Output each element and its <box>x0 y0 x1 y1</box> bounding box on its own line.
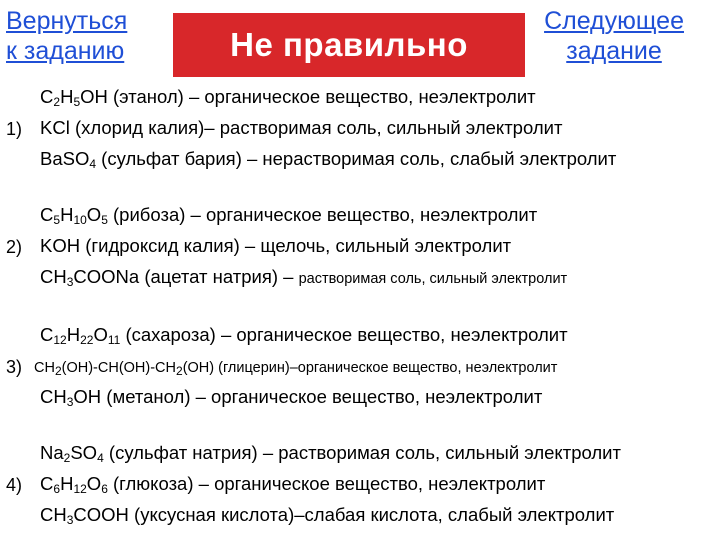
formula-description: (ацетат натрия) – <box>139 266 299 287</box>
answer-line <box>40 386 542 408</box>
next-link-line2: задание <box>566 37 662 65</box>
formula-description: (глицерин)–органическое вещество, неэлектролит <box>214 360 558 376</box>
verdict-banner: Не правильно <box>173 13 525 77</box>
answer-line <box>40 117 562 139</box>
next-link-line1: Следующее <box>544 7 684 35</box>
chemical-formula: $C_2H_5OH$ <box>40 86 108 109</box>
formula-description: (гидроксид калия) – щелочь, сильный электролит <box>80 235 512 256</box>
formula-description: (рибоза) – органическое вещество, неэлектролит <box>107 204 538 225</box>
chemical-formula: $CH_2(OH)-CH(OH)-CH_2(OH)$ <box>34 360 215 378</box>
chemical-formula: $C_6H_{12}O_6$ <box>40 473 108 496</box>
group-number: 2) <box>6 237 23 257</box>
formula-description: (этанол) – органическое вещество, неэлектролит <box>107 86 536 107</box>
formula-description: (уксусная кислота)–слабая кислота, слабый электролит <box>128 504 615 525</box>
answer-line <box>40 204 537 226</box>
chemical-formula: $CH_3OH$ <box>40 386 102 409</box>
answer-line <box>40 235 511 257</box>
chemical-formula: $CH_3COONa$ <box>40 266 140 289</box>
chemical-formula: $CH_3COOH$ <box>40 504 129 527</box>
chemical-formula: KOH <box>40 235 81 256</box>
back-link-line2: к заданию <box>6 37 125 65</box>
formula-description: (глюкоза) – органическое вещество, неэлектролит <box>107 473 546 494</box>
formula-description: (метанол) – органическое вещество, неэлектролит <box>101 386 543 407</box>
group-number: 3) <box>6 357 23 377</box>
answer-line <box>40 266 567 288</box>
answer-line <box>40 324 568 346</box>
group-number: 4) <box>6 475 23 495</box>
answer-line <box>40 442 621 464</box>
answer-line <box>40 473 545 495</box>
chemical-formula: KCl <box>40 117 70 138</box>
formula-description: (сахароза) – органическое вещество, неэлектролит <box>120 324 568 345</box>
group-number: 1) <box>6 119 23 139</box>
chemical-formula: $C_{12}H_{22}O_{11}$ <box>40 324 121 347</box>
formula-description: (сульфат бария) – нерастворимая соль, слабый электролит <box>96 148 617 169</box>
answer-line <box>40 504 614 526</box>
answer-line <box>40 86 536 108</box>
answer-line <box>40 148 616 170</box>
chemical-formula: $Na_2SO_4$ <box>40 442 104 465</box>
back-link-line1: Вернуться <box>6 7 128 35</box>
chemical-formula: BaSO$_4$ <box>40 148 97 171</box>
formula-description: (хлорид калия)– растворимая соль, сильный электролит <box>69 117 563 138</box>
answer-line <box>34 355 557 377</box>
formula-description-tail: растворимая соль, сильный электролит <box>298 271 568 287</box>
back-to-task-link[interactable] <box>6 6 127 66</box>
next-task-link[interactable] <box>544 6 684 66</box>
formula-description: (сульфат натрия) – растворимая соль, сильный электролит <box>103 442 621 463</box>
chemical-formula: $C_5H_{10}O_5$ <box>40 204 108 227</box>
